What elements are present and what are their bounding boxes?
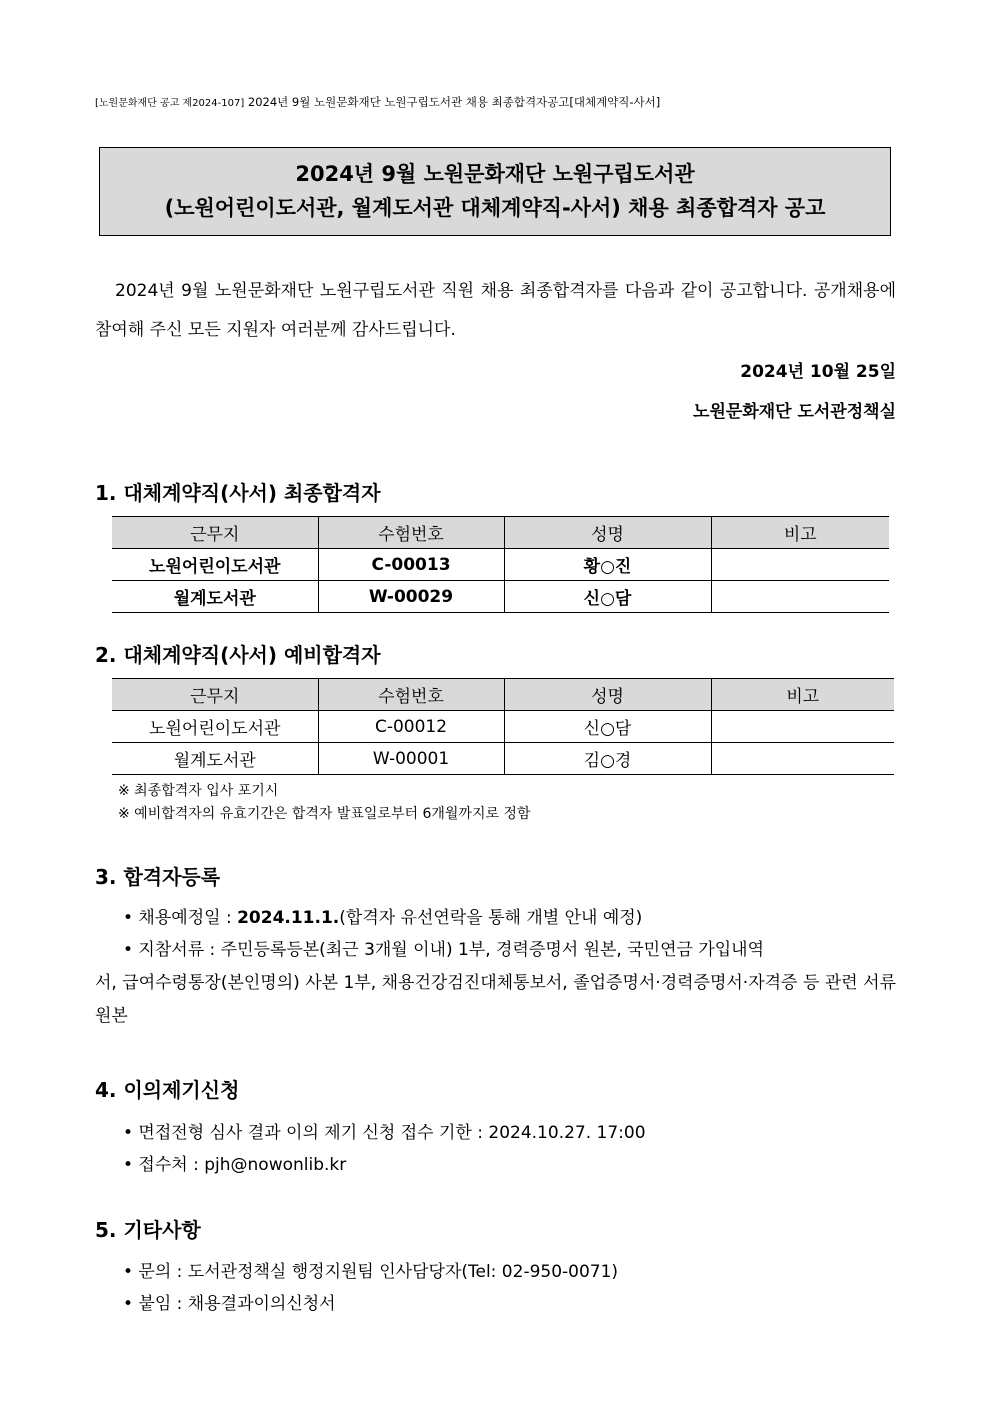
- cell-remarks: [711, 743, 894, 775]
- table-row: [112, 581, 889, 613]
- cell-workplace: 월계도서관: [112, 743, 318, 775]
- note-final-passer-withdrawal: ※ 최종합격자 입사 포기시: [118, 783, 279, 799]
- col-header-workplace: 근무지: [112, 679, 318, 711]
- cell-exam-no: C-00012: [318, 711, 504, 743]
- announcement-date: 2024년 10월 25일: [740, 362, 896, 382]
- notice-header: [95, 94, 660, 110]
- col-header-remarks: 비고: [711, 517, 889, 549]
- cell-name: 신○담: [504, 711, 711, 743]
- section-5-title: 5. 기타사항: [95, 1218, 201, 1242]
- table-header-row: [112, 679, 894, 711]
- schedule-date: 2024.11.1.: [237, 908, 340, 928]
- title-box: [99, 147, 891, 236]
- schedule-note: (합격자 유선연락을 통해 개별 안내 예정): [339, 908, 643, 928]
- col-header-exam-no: 수험번호: [318, 679, 504, 711]
- cell-exam-no: W-00029: [318, 581, 504, 613]
- note-reserve-validity: ※ 예비합격자의 유효기간은 합격자 발표일로부터 6개월까지로 정함: [118, 806, 531, 822]
- documents-paragraph: [95, 934, 896, 1033]
- table-row: [112, 711, 894, 743]
- table-header-row: [112, 517, 889, 549]
- cell-workplace: 월계도서관: [112, 581, 318, 613]
- section-3-title: 3. 합격자등록: [95, 865, 221, 889]
- col-header-remarks: 비고: [711, 679, 894, 711]
- cell-name: 신○담: [504, 581, 711, 613]
- col-header-name: 성명: [504, 517, 711, 549]
- table-row: [112, 549, 889, 581]
- section-1-title: 1. 대체계약직(사서) 최종합격자: [95, 481, 381, 505]
- objection-contact-item: • 접수처 : pjh@nowonlib.kr: [123, 1155, 347, 1175]
- cell-exam-no: C-00013: [318, 549, 504, 581]
- table-row: [112, 743, 894, 775]
- title-line-1: 2024년 9월 노원문화재단 노원구립도서관: [295, 162, 695, 186]
- notice-header-title: 2024년 9월 노원문화재단 노원구립도서관 채용 최종합격자공고[대체계약직-사서]: [247, 95, 661, 109]
- cell-workplace: 노원어린이도서관: [112, 711, 318, 743]
- col-header-name: 성명: [504, 679, 711, 711]
- section-4-title: 4. 이의제기신청: [95, 1078, 240, 1102]
- cell-remarks: [711, 549, 889, 581]
- final-passers-table: [112, 516, 889, 613]
- cell-remarks: [711, 581, 889, 613]
- intro-paragraph: 2024년 9월 노원문화재단 노원구립도서관 직원 채용 최종합격자를 다음과 같이 공고합니다. 공개채용에 참여해 주신 모든 지원자 여러분께 감사드립니다.: [95, 281, 896, 340]
- reserve-passers-table: [112, 678, 894, 775]
- objection-deadline-item: • 면접전형 심사 결과 이의 제기 신청 접수 기한 : 2024.10.27. 17:00: [123, 1123, 646, 1143]
- notice-number: [노원문화재단 공고 제2024-107]: [95, 98, 245, 109]
- documents-rest: 서, 급여수령통장(본인명의) 사본 1부, 채용건강검진대체통보서, 졸업증명서·경력증명서·자격증 등 관련 서류 원본: [95, 973, 896, 1026]
- cell-name: 김○경: [504, 743, 711, 775]
- organization-name: 노원문화재단 도서관정책실: [693, 402, 896, 422]
- schedule-item: [123, 902, 642, 934]
- cell-exam-no: W-00001: [318, 743, 504, 775]
- title-line-2: (노원어린이도서관, 월계도서관 대체계약직-사서) 채용 최종합격자 공고: [164, 196, 826, 220]
- cell-name: 황○진: [504, 549, 711, 581]
- col-header-exam-no: 수험번호: [318, 517, 504, 549]
- schedule-label: • 채용예정일 :: [123, 908, 238, 928]
- cell-workplace: 노원어린이도서관: [112, 549, 318, 581]
- section-2-title: 2. 대체계약직(사서) 예비합격자: [95, 643, 381, 667]
- col-header-workplace: 근무지: [112, 517, 318, 549]
- attachment-item: • 붙임 : 채용결과이의신청서: [123, 1294, 336, 1314]
- cell-remarks: [711, 711, 894, 743]
- documents-first-line: • 지참서류 : 주민등록등본(최근 3개월 이내) 1부, 경력증명서 원본, 국민연금 가입내역: [123, 940, 764, 960]
- inquiry-item: • 문의 : 도서관정책실 행정지원팀 인사담당자(Tel: 02-950-0071): [123, 1262, 619, 1282]
